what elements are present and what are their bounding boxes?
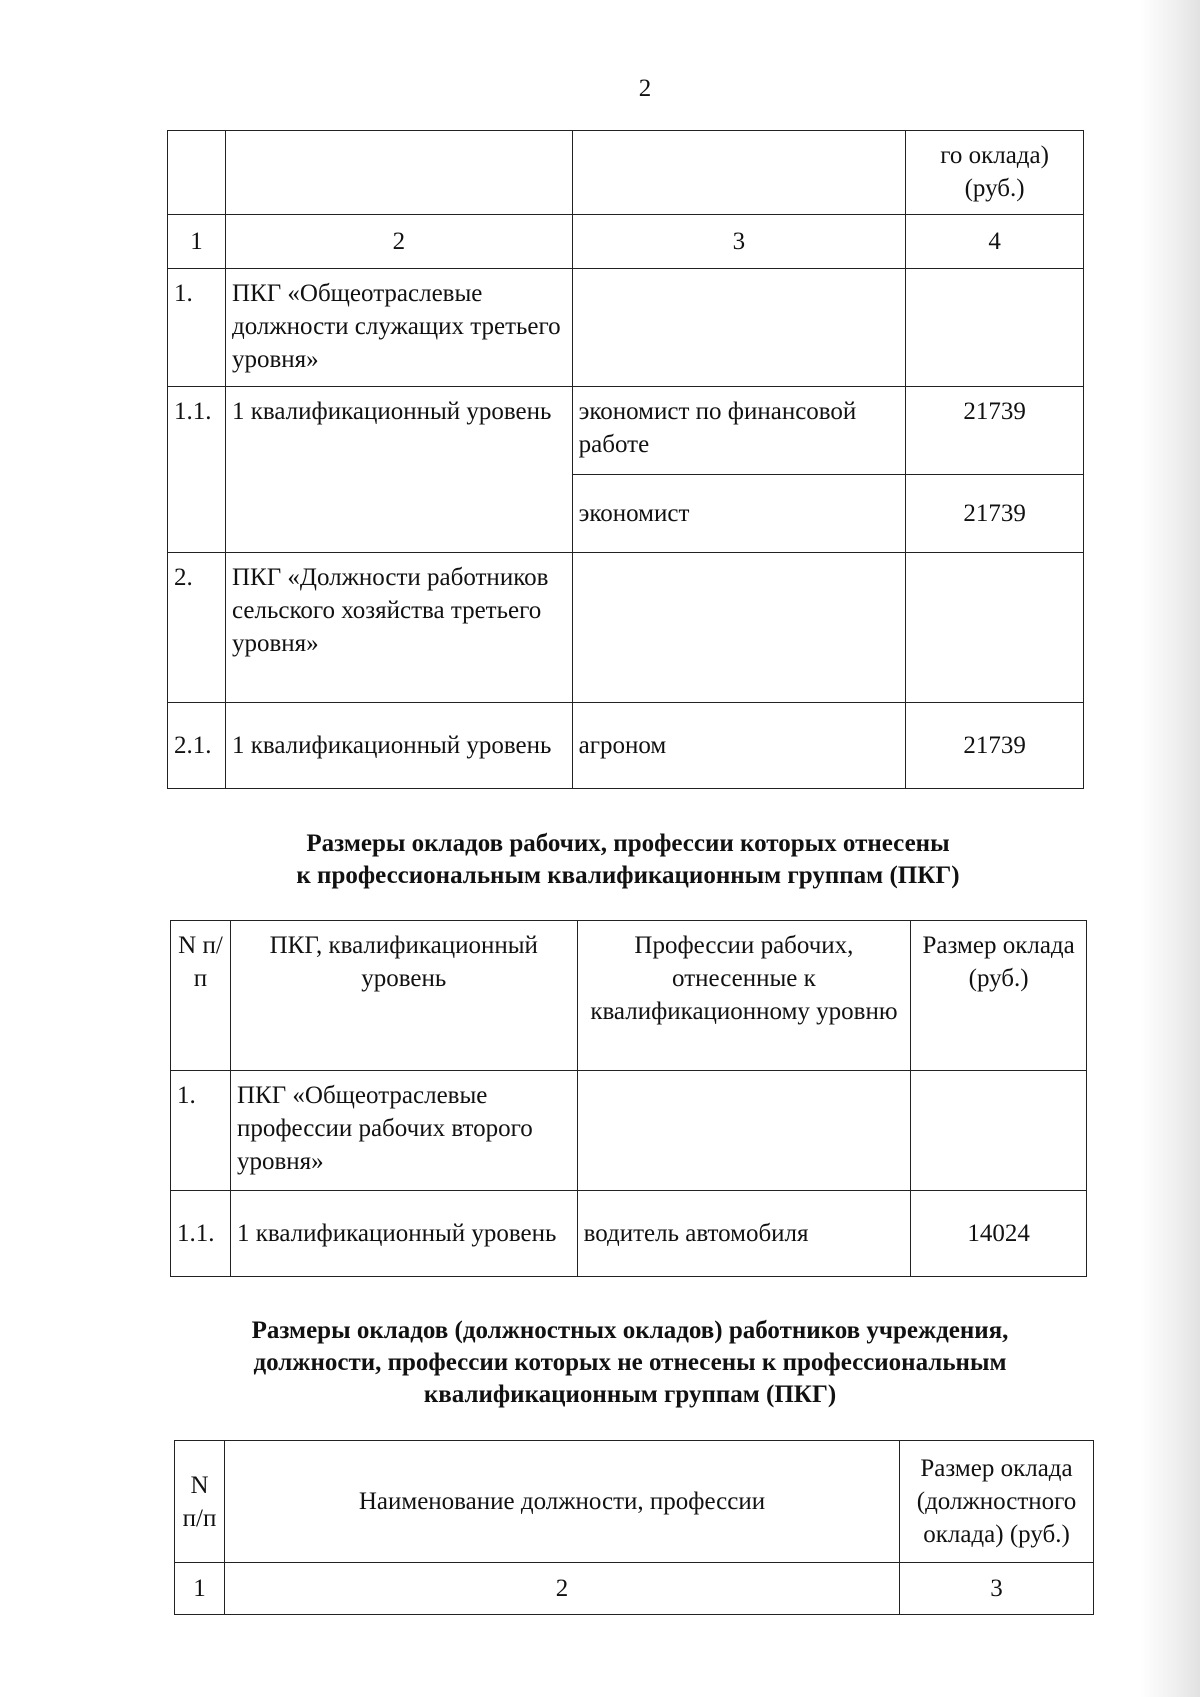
title-line: квалификационным группам (ПКГ) xyxy=(423,1381,837,1408)
salary-table-workers xyxy=(170,920,1087,1277)
title-line: Размеры окладов рабочих, профессии которых отнесены xyxy=(306,830,950,857)
section-title-workers xyxy=(170,828,1086,892)
profession-name: водитель автомобиля xyxy=(577,1191,911,1277)
salary-value: 14024 xyxy=(911,1191,1087,1277)
col-number: 2 xyxy=(225,215,572,269)
col-number: 1 xyxy=(175,1563,225,1615)
pkg-group: ПКГ «Общеотраслевые должности служащих третьего уровня» xyxy=(225,269,572,387)
pkg-group: ПКГ «Должности работников сельского хозяйства третьего уровня» xyxy=(225,553,572,703)
col-number: 3 xyxy=(900,1563,1094,1615)
col-number: 1 xyxy=(168,215,226,269)
table-row xyxy=(168,387,1084,475)
salary-table-other xyxy=(174,1440,1094,1615)
header-profession: Профессии рабочих, отнесенные к квалификационному уровню xyxy=(577,921,911,1071)
table-row xyxy=(171,1071,1087,1191)
header-position-name: Наименование должности, профессии xyxy=(224,1441,899,1563)
position-name: экономист по финансовой работе xyxy=(572,387,906,475)
column-number-row xyxy=(175,1563,1094,1615)
qualification-level: 1 квалификационный уровень xyxy=(225,703,572,789)
row-number: 1. xyxy=(171,1071,231,1191)
salary-value: 21739 xyxy=(906,387,1084,475)
table-row xyxy=(168,553,1084,703)
row-number: 2. xyxy=(168,553,226,703)
scan-edge-shadow xyxy=(1140,0,1200,1697)
row-number: 1.1. xyxy=(171,1191,231,1277)
header-pkg: ПКГ, квалификационный уровень xyxy=(230,921,577,1071)
table-row xyxy=(168,703,1084,789)
qualification-level: 1 квалификационный уровень xyxy=(225,387,572,553)
table-header xyxy=(171,921,1087,1071)
salary-value: 21739 xyxy=(906,475,1084,553)
position-name: агроном xyxy=(572,703,906,789)
header-salary: Размер оклада (руб.) xyxy=(911,921,1087,1071)
qualification-level: 1 квалификационный уровень xyxy=(230,1191,577,1277)
salary-table-employees xyxy=(167,130,1084,789)
title-line: к профессиональным квалификационным группам (ПКГ) xyxy=(296,862,960,889)
col-number: 3 xyxy=(572,215,906,269)
page-number: 2 xyxy=(638,75,652,102)
position-name: экономист xyxy=(572,475,906,553)
col-number: 2 xyxy=(224,1563,899,1615)
header-num: N п/п xyxy=(175,1441,225,1563)
table-header xyxy=(175,1441,1094,1563)
header-salary: Размер оклада (должностного оклада) (руб.) xyxy=(900,1441,1094,1563)
table-header-continuation xyxy=(168,131,1084,215)
column-number-row xyxy=(168,215,1084,269)
pkg-group: ПКГ «Общеотраслевые профессии рабочих второго уровня» xyxy=(230,1071,577,1191)
table-row xyxy=(168,269,1084,387)
row-number: 2.1. xyxy=(168,703,226,789)
col-number: 4 xyxy=(906,215,1084,269)
header-num: N п/п xyxy=(171,921,231,1071)
title-line: должности, профессии которых не отнесены к профессиональным xyxy=(253,1349,1007,1376)
header-salary-cont: го оклада) (руб.) xyxy=(906,131,1084,215)
row-number: 1.1. xyxy=(168,387,226,553)
table-row xyxy=(171,1191,1087,1277)
title-line: Размеры окладов (должностных окладов) работников учреждения, xyxy=(251,1317,1009,1344)
row-number: 1. xyxy=(168,269,226,387)
section-title-other xyxy=(170,1315,1090,1411)
salary-value: 21739 xyxy=(906,703,1084,789)
